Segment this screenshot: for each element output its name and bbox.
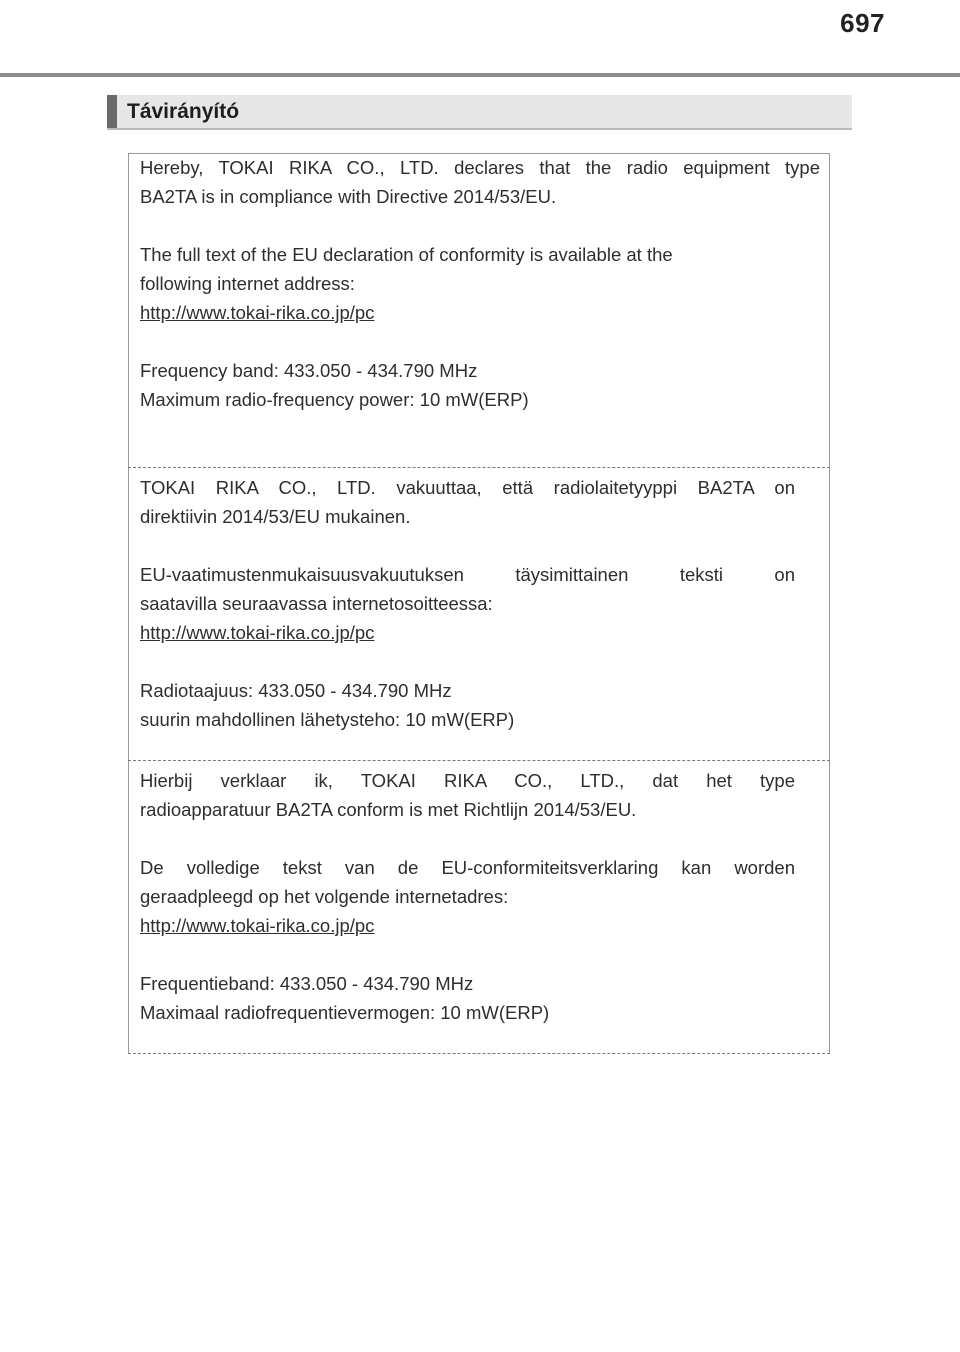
declaration-line: saatavilla seuraavassa internetosoitteessa: bbox=[140, 593, 493, 614]
declaration-line: EU-vaatimustenmukaisuusvakuutuksen täysimittainen teksti on bbox=[140, 564, 795, 585]
section-title: Távirányító bbox=[127, 100, 240, 123]
section-header bbox=[107, 95, 852, 130]
declaration-dutch bbox=[140, 766, 795, 1027]
frequency-band: Radiotaajuus: 433.050 - 434.790 MHz bbox=[140, 680, 452, 701]
declaration-line: geraadpleegd op het volgende internetadres: bbox=[140, 886, 509, 907]
declaration-english bbox=[140, 153, 820, 414]
max-power: Maximaal radiofrequentievermogen: 10 mW(ERP) bbox=[140, 1002, 550, 1023]
declaration-line: De volledige tekst van de EU-conformiteitsverklaring kan worden bbox=[140, 857, 795, 878]
declaration-url-link[interactable]: http://www.tokai-rika.co.jp/pc bbox=[140, 915, 375, 936]
page-number: 697 bbox=[840, 8, 885, 38]
declaration-line: direktiivin 2014/53/EU mukainen. bbox=[140, 506, 411, 527]
header-rule bbox=[0, 73, 960, 77]
divider-2 bbox=[128, 760, 830, 761]
divider-3 bbox=[128, 1053, 830, 1054]
declaration-line: The full text of the EU declaration of conformity is available at the bbox=[140, 244, 673, 265]
section-header-accent-bar bbox=[107, 95, 117, 128]
declaration-url-link[interactable]: http://www.tokai-rika.co.jp/pc bbox=[140, 302, 375, 323]
declaration-url-link[interactable]: http://www.tokai-rika.co.jp/pc bbox=[140, 622, 375, 643]
frequency-band: Frequency band: 433.050 - 434.790 MHz bbox=[140, 360, 478, 381]
declaration-finnish bbox=[140, 473, 795, 734]
frequency-band: Frequentieband: 433.050 - 434.790 MHz bbox=[140, 973, 474, 994]
max-power: suurin mahdollinen lähetysteho: 10 mW(ERP) bbox=[140, 709, 515, 730]
declaration-line: TOKAI RIKA CO., LTD. vakuuttaa, että radiolaitetyyppi BA2TA on bbox=[140, 477, 795, 498]
divider-1 bbox=[128, 467, 830, 468]
declaration-line: Hierbij verklaar ik, TOKAI RIKA CO., LTD., dat het type bbox=[140, 770, 795, 791]
declaration-line: Hereby, TOKAI RIKA CO., LTD. declares that the radio equipment type bbox=[140, 157, 820, 178]
declaration-line: BA2TA is in compliance with Directive 2014/53/EU. bbox=[140, 186, 557, 207]
declaration-line: following internet address: bbox=[140, 273, 355, 294]
max-power: Maximum radio-frequency power: 10 mW(ERP) bbox=[140, 389, 529, 410]
declaration-line: radioapparatuur BA2TA conform is met Richtlijn 2014/53/EU. bbox=[140, 799, 637, 820]
